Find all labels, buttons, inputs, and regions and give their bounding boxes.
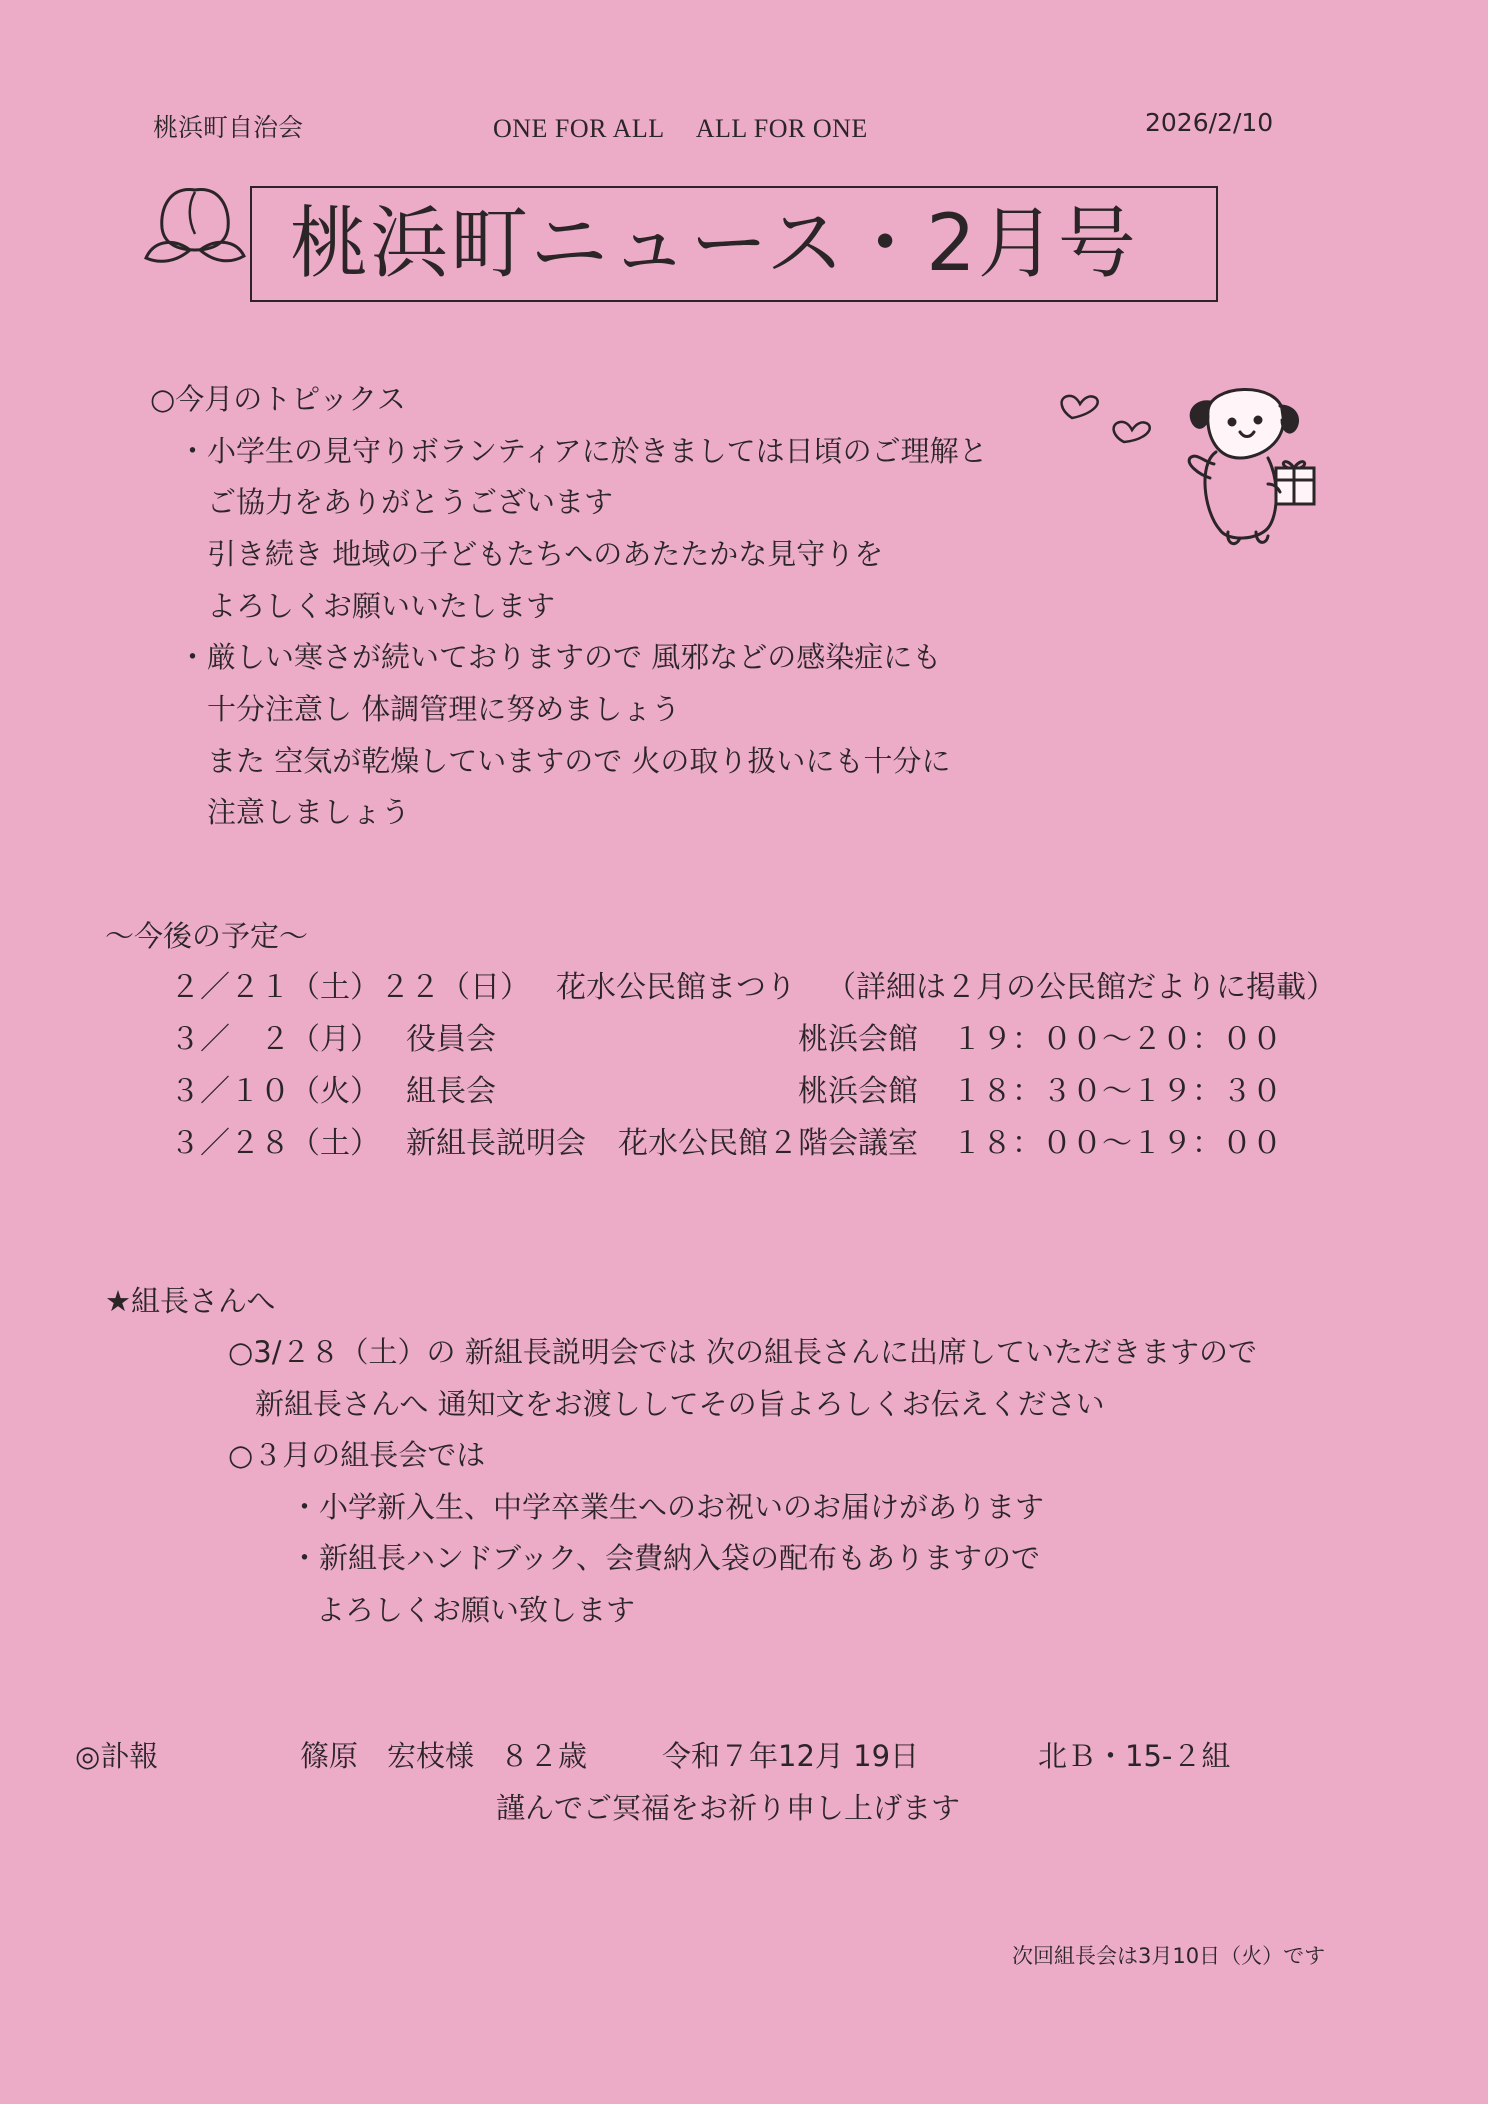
topics-line-3: 引き続き 地域の子どもたちへのあたたかな見守りを (207, 537, 884, 571)
schedule-date-2: ３／ ２（月） (170, 1022, 380, 1057)
schedule-place-3: 桃浜会館 (798, 1074, 918, 1109)
kumicho-line-2: 新組長さんへ 通知文をお渡ししてその旨よろしくお伝えください (255, 1387, 1105, 1421)
schedule-event-2: 役員会 (406, 1022, 496, 1057)
schedule-heading: ～今後の予定～ (105, 919, 309, 953)
schedule-date-3: ３／１０（火） (170, 1074, 380, 1109)
topics-line-4: よろしくお願いいたします (207, 589, 556, 623)
schedule-note-1: （詳細は２月の公民館だよりに掲載） (826, 970, 1336, 1005)
obituary-label: ◎訃報 (75, 1739, 159, 1773)
schedule-place-2: 桃浜会館 (798, 1022, 918, 1057)
schedule-event-3: 組長会 (406, 1074, 496, 1109)
peach-icon (140, 178, 250, 278)
hearts-icon (1052, 388, 1162, 448)
schedule-date-4: ３／２８（土） (170, 1126, 380, 1161)
topics-line-1: ・小学生の見守りボランティアに於きましては日頃のご理解と (178, 434, 988, 468)
schedule-event-4: 新組長説明会 (406, 1126, 586, 1161)
org-name: 桃浜町自治会 (153, 113, 304, 142)
topics-line-6: 十分注意し 体調管理に努めましょう (207, 692, 681, 726)
kumicho-line-5: ・新組長ハンドブック、会費納入袋の配布もありますので (290, 1541, 1040, 1575)
schedule-time-2: １９：００～２０：００ (952, 1022, 1282, 1057)
topics-line-2: ご協力をありがとうございます (207, 485, 614, 519)
schedule-time-4: １８：００～１９：００ (952, 1126, 1282, 1161)
kumicho-heading: ★組長さんへ (105, 1284, 276, 1318)
kumicho-line-6: よろしくお願い致します (316, 1593, 636, 1627)
motto: ONE FOR ALL ALL FOR ONE (493, 114, 868, 143)
obituary-date: 令和７年12月 19日 (662, 1739, 920, 1773)
kumicho-line-3: ○３月の組長会では (228, 1438, 486, 1472)
topics-heading: ○今月のトピックス (150, 382, 406, 416)
schedule-event-1: 花水公民館まつり (556, 970, 796, 1005)
schedule-date-1: ２／２１（土）２２（日） (170, 970, 530, 1005)
topics-line-7: また 空気が乾燥していますので 火の取り扱いにも十分に (207, 744, 951, 778)
footer-note: 次回組長会は3月10日（火）です (1012, 1944, 1326, 1968)
obituary-message: 謹んでご冥福をお祈り申し上げます (496, 1791, 961, 1825)
dog-mascot-icon (1168, 372, 1338, 552)
kumicho-line-4: ・小学新入生、中学卒業生へのお祝いのお届けがあります (290, 1490, 1045, 1524)
obituary-group: 北Ｂ・15-２組 (1038, 1739, 1231, 1773)
page-title: 桃浜町ニュース・2月号 (290, 199, 1138, 289)
issue-date: 2026/2/10 (1145, 108, 1274, 137)
title-box (250, 186, 1218, 302)
topics-line-5: ・厳しい寒さが続いておりますので 風邪などの感染症にも (178, 640, 942, 674)
schedule-place-4: 花水公民館２階会議室 (618, 1126, 918, 1161)
schedule-time-3: １８：３０～１９：３０ (952, 1074, 1282, 1109)
kumicho-line-1: ○3/２８（土）の 新組長説明会では 次の組長さんに出席していただきますので (228, 1335, 1257, 1369)
obituary-age: ８２歳 (500, 1739, 588, 1773)
obituary-name: 篠原 宏枝様 (300, 1739, 475, 1773)
topics-line-8: 注意しましょう (207, 795, 411, 829)
